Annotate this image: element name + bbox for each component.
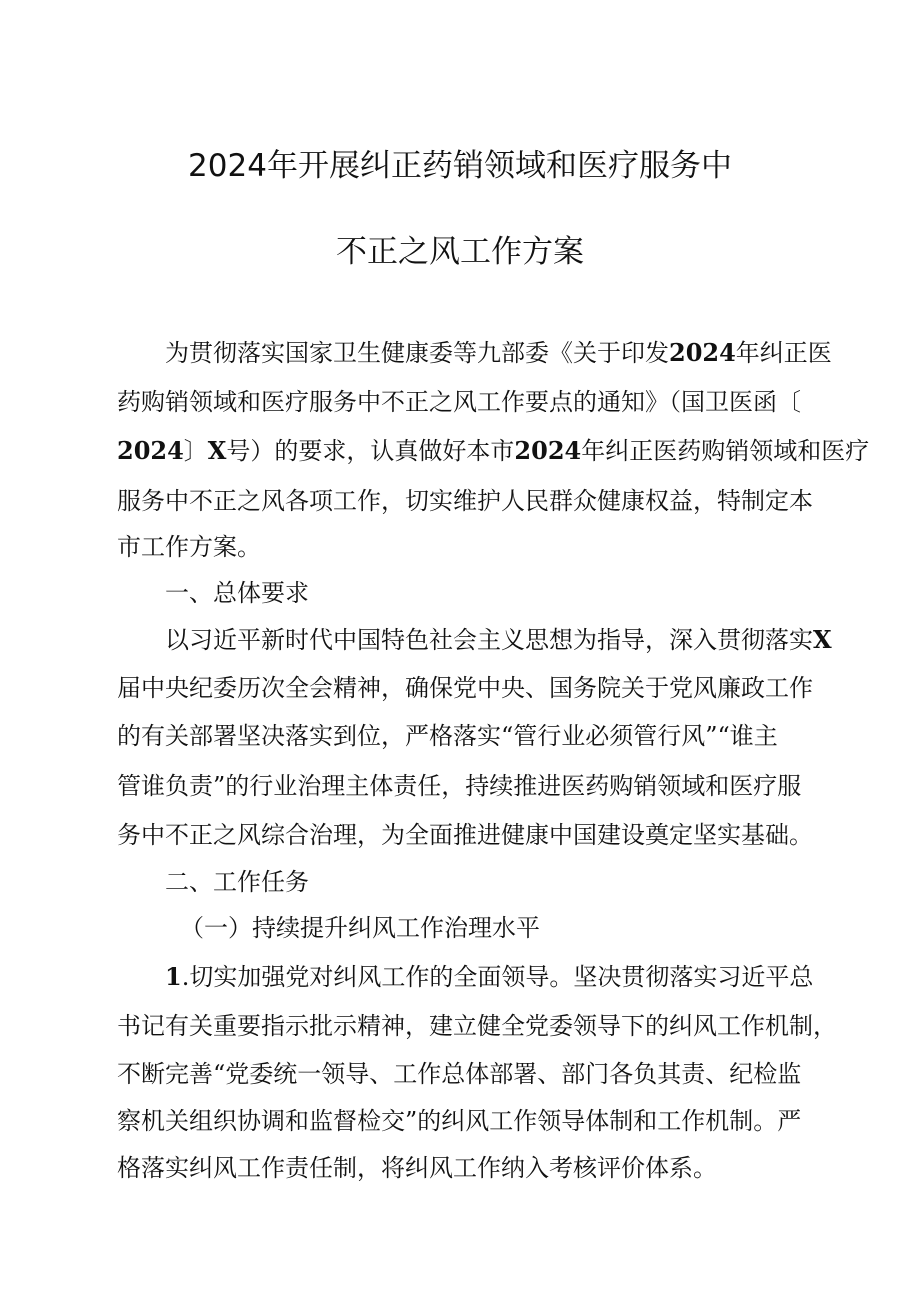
section-heading: 二、工作任务 bbox=[165, 868, 309, 896]
section1-text: 以习近平新时代中国特色社会主义思想为指导，深入贯彻落实 bbox=[165, 626, 813, 654]
item1-paragraph-line: 不断完善“党委统一领导、工作总体部署、部门各负其责、纪检监 bbox=[117, 1060, 802, 1088]
intro-text: 为贯彻落实国家卫生健康委等九部委《关于印发 bbox=[165, 339, 669, 367]
section1-paragraph-line: 管谁负责”的行业治理主体责任，持续推进医药购销领域和医疗服 bbox=[117, 772, 802, 800]
section1-paragraph-line bbox=[165, 625, 832, 655]
item-number: 1 bbox=[165, 962, 182, 991]
item1-paragraph-line bbox=[165, 962, 813, 992]
document-title-line-1: 2024年开展纠正药销领域和医疗服务中 bbox=[188, 148, 732, 184]
section1-paragraph-line: 的有关部署坚决落实到位，严格落实“管行业必须管行风”“谁主 bbox=[117, 722, 778, 750]
intro-paragraph-line bbox=[165, 338, 832, 368]
section1-session-number: X bbox=[813, 625, 832, 654]
intro-year: 2024 bbox=[117, 436, 184, 465]
intro-text: 〕 bbox=[183, 437, 208, 465]
section1-paragraph-line: 务中不正之风综合治理，为全面推进健康中国建设奠定坚实基础。 bbox=[117, 821, 813, 849]
intro-year: 2024 bbox=[669, 338, 736, 367]
intro-paragraph-line: 服务中不正之风各项工作，切实维护人民群众健康权益，特制定本 bbox=[117, 487, 813, 515]
item1-paragraph-line: 察机关组织协调和监督检交”的纠风工作领导体制和工作机制。严 bbox=[117, 1107, 802, 1135]
item1-paragraph-line: 格落实纠风工作责任制，将纠风工作纳入考核评价体系。 bbox=[117, 1154, 717, 1182]
section1-paragraph-line: 届中央纪委历次全会精神，确保党中央、国务院关于党风廉政工作 bbox=[117, 674, 813, 702]
intro-text: 号）的要求，认真做好本市 bbox=[226, 437, 515, 465]
item1-paragraph-line: 书记有关重要指示批示精神，建立健全党委领导下的纠风工作机制， bbox=[117, 1012, 837, 1040]
intro-paragraph-line: 药购销领域和医疗服务中不正之风工作要点的通知》（国卫医函〔 bbox=[117, 388, 801, 416]
item1-text: .切实加强党对纠风工作的全面领导。坚决贯彻落实习近平总 bbox=[181, 963, 814, 991]
subsection-heading: （一）持续提升纠风工作治理水平 bbox=[180, 914, 540, 942]
intro-paragraph-line: 市工作方案。 bbox=[117, 533, 261, 561]
intro-year: 2024 bbox=[514, 436, 582, 465]
section-heading: 一、总体要求 bbox=[165, 579, 309, 607]
document-title-line-2: 不正之风工作方案 bbox=[336, 234, 584, 270]
intro-paragraph-line bbox=[117, 436, 869, 466]
intro-text: 年纠正医药购销领域和医疗 bbox=[581, 437, 870, 465]
intro-doc-number: X bbox=[207, 436, 227, 465]
intro-text: 年纠正医 bbox=[735, 339, 832, 367]
